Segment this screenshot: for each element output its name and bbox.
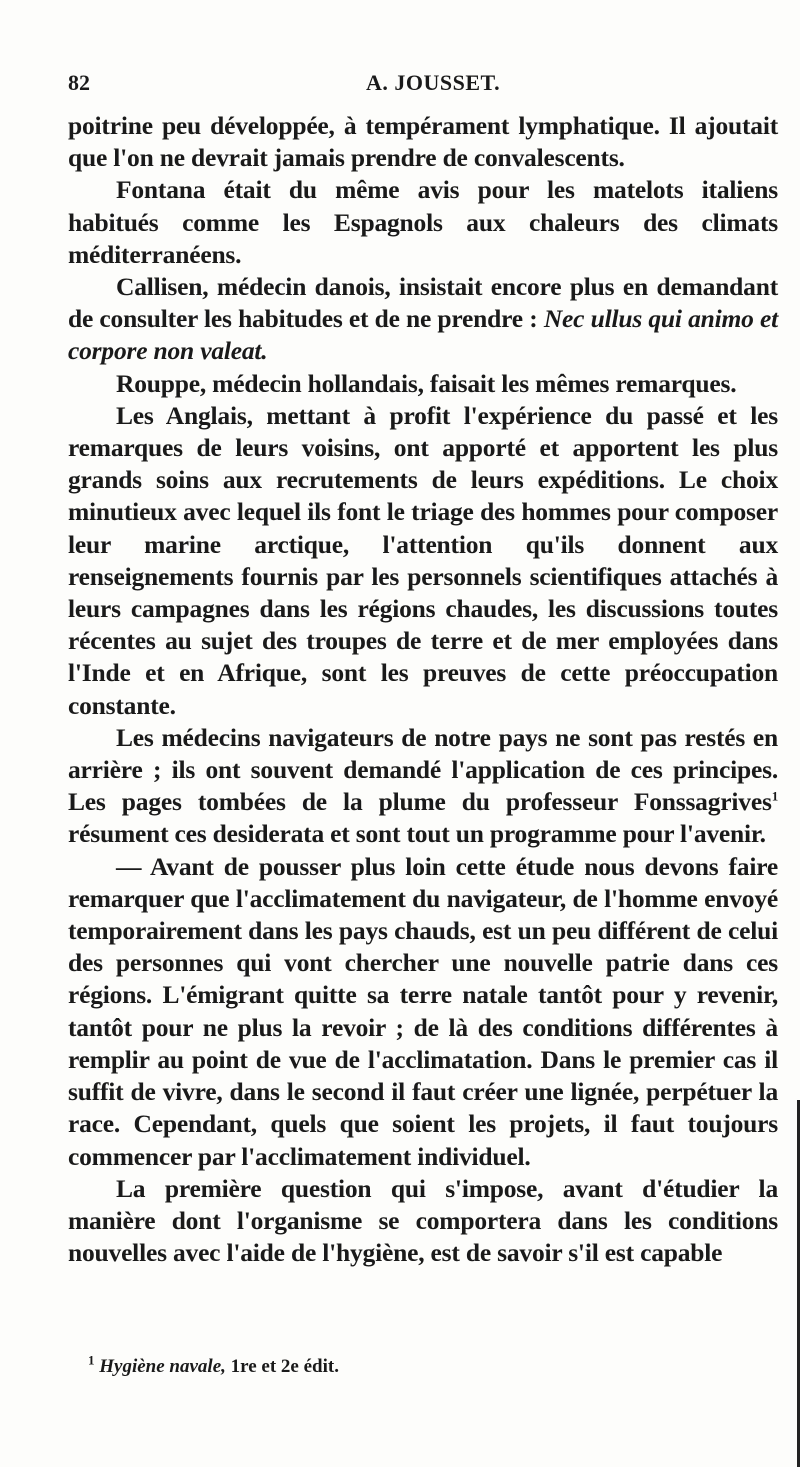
paragraph-6: [68, 722, 778, 851]
footnote-edition: 1re et 2e édit.: [230, 1356, 339, 1377]
paragraph-1: poitrine peu développée, à tempérament lymphatique. Il ajoutait que l'on ne devrait jamais prendre de convalescents.: [68, 111, 778, 173]
footnote-mark: 1: [88, 1352, 95, 1368]
running-head: A. JOUSSET.: [366, 70, 501, 95]
footnote-title: Hygiène navale,: [99, 1356, 226, 1377]
paragraph-6-text-before: Les médecins navigateurs de notre pays ne sont pas restés en arrière ; ils ont souvent demandé l'application de ces principes. Les pages tombées de la plume du professeur Fonssagrives: [68, 722, 778, 817]
paragraph-3-text: Callisen, médecin danois, insistait encore plus en demandant de consulter les habitudes et de ne prendre :: [68, 272, 778, 334]
paragraph-2: Fontana était du même avis pour les matelots italiens habitués comme les Espagnols aux chaleurs des climats méditerranéens.: [68, 175, 778, 269]
paragraph-8: La première question qui s'impose, avant d'étudier la manière dont l'organisme se comportera dans les conditions nouvelles avec l'aide de l'hygiène, est de savoir s'il est capable: [68, 1173, 778, 1268]
footnote-reference: 1: [771, 788, 778, 804]
footnote: [88, 1352, 778, 1379]
paragraph-7: — Avant de pousser plus loin cette étude nous devons faire remarquer que l'acclimatement du navigateur, de l'homme envoyé temporairement dans les pays chauds, est un peu différent de celui des personnes qui vont chercher une nouvelle patrie dans ces régions. L'émigrant quitte sa terre natale tantôt pour y revenir, tantôt pour ne plus la revoir ; de là des conditions différentes à remplir au point de vue de l'acclimatation. Dans le premier cas il suffit de vivre, dans le second il faut créer une lignée, perpétuer la race. Cependant, quels que soient les projets, il faut toujours commencer par l'acclimatement individuel.: [68, 851, 778, 1171]
latin-quote: Nec ullus qui animo et corpore non valeat.: [68, 304, 778, 366]
page-header: [68, 70, 780, 106]
page-number: 82: [68, 70, 90, 95]
paragraph-6-text-after: résument ces desiderata et sont tout un programme pour l'avenir.: [68, 819, 766, 849]
body-text: [68, 110, 778, 1269]
paragraph-4: Rouppe, médecin hollandais, faisait les mêmes remarques.: [116, 368, 737, 398]
paragraph-5: Les Anglais, mettant à profit l'expérience du passé et les remarques de leurs voisins, ont apporté et apportent les plus grands soins aux recrutements de leurs expéditions. Le choix minutieux avec lequel ils font le triage des hommes pour composer leur marine arctique, l'attention qu'ils donnent aux renseignements fournis par les personnels scientifiques attachés à leurs campagnes dans les régions chaudes, les discussions toutes récentes au sujet des troupes de terre et de mer employées dans l'Inde et en Afrique, sont les preuves de cette préoccupation constante.: [68, 400, 778, 720]
paragraph-3: [68, 271, 778, 368]
